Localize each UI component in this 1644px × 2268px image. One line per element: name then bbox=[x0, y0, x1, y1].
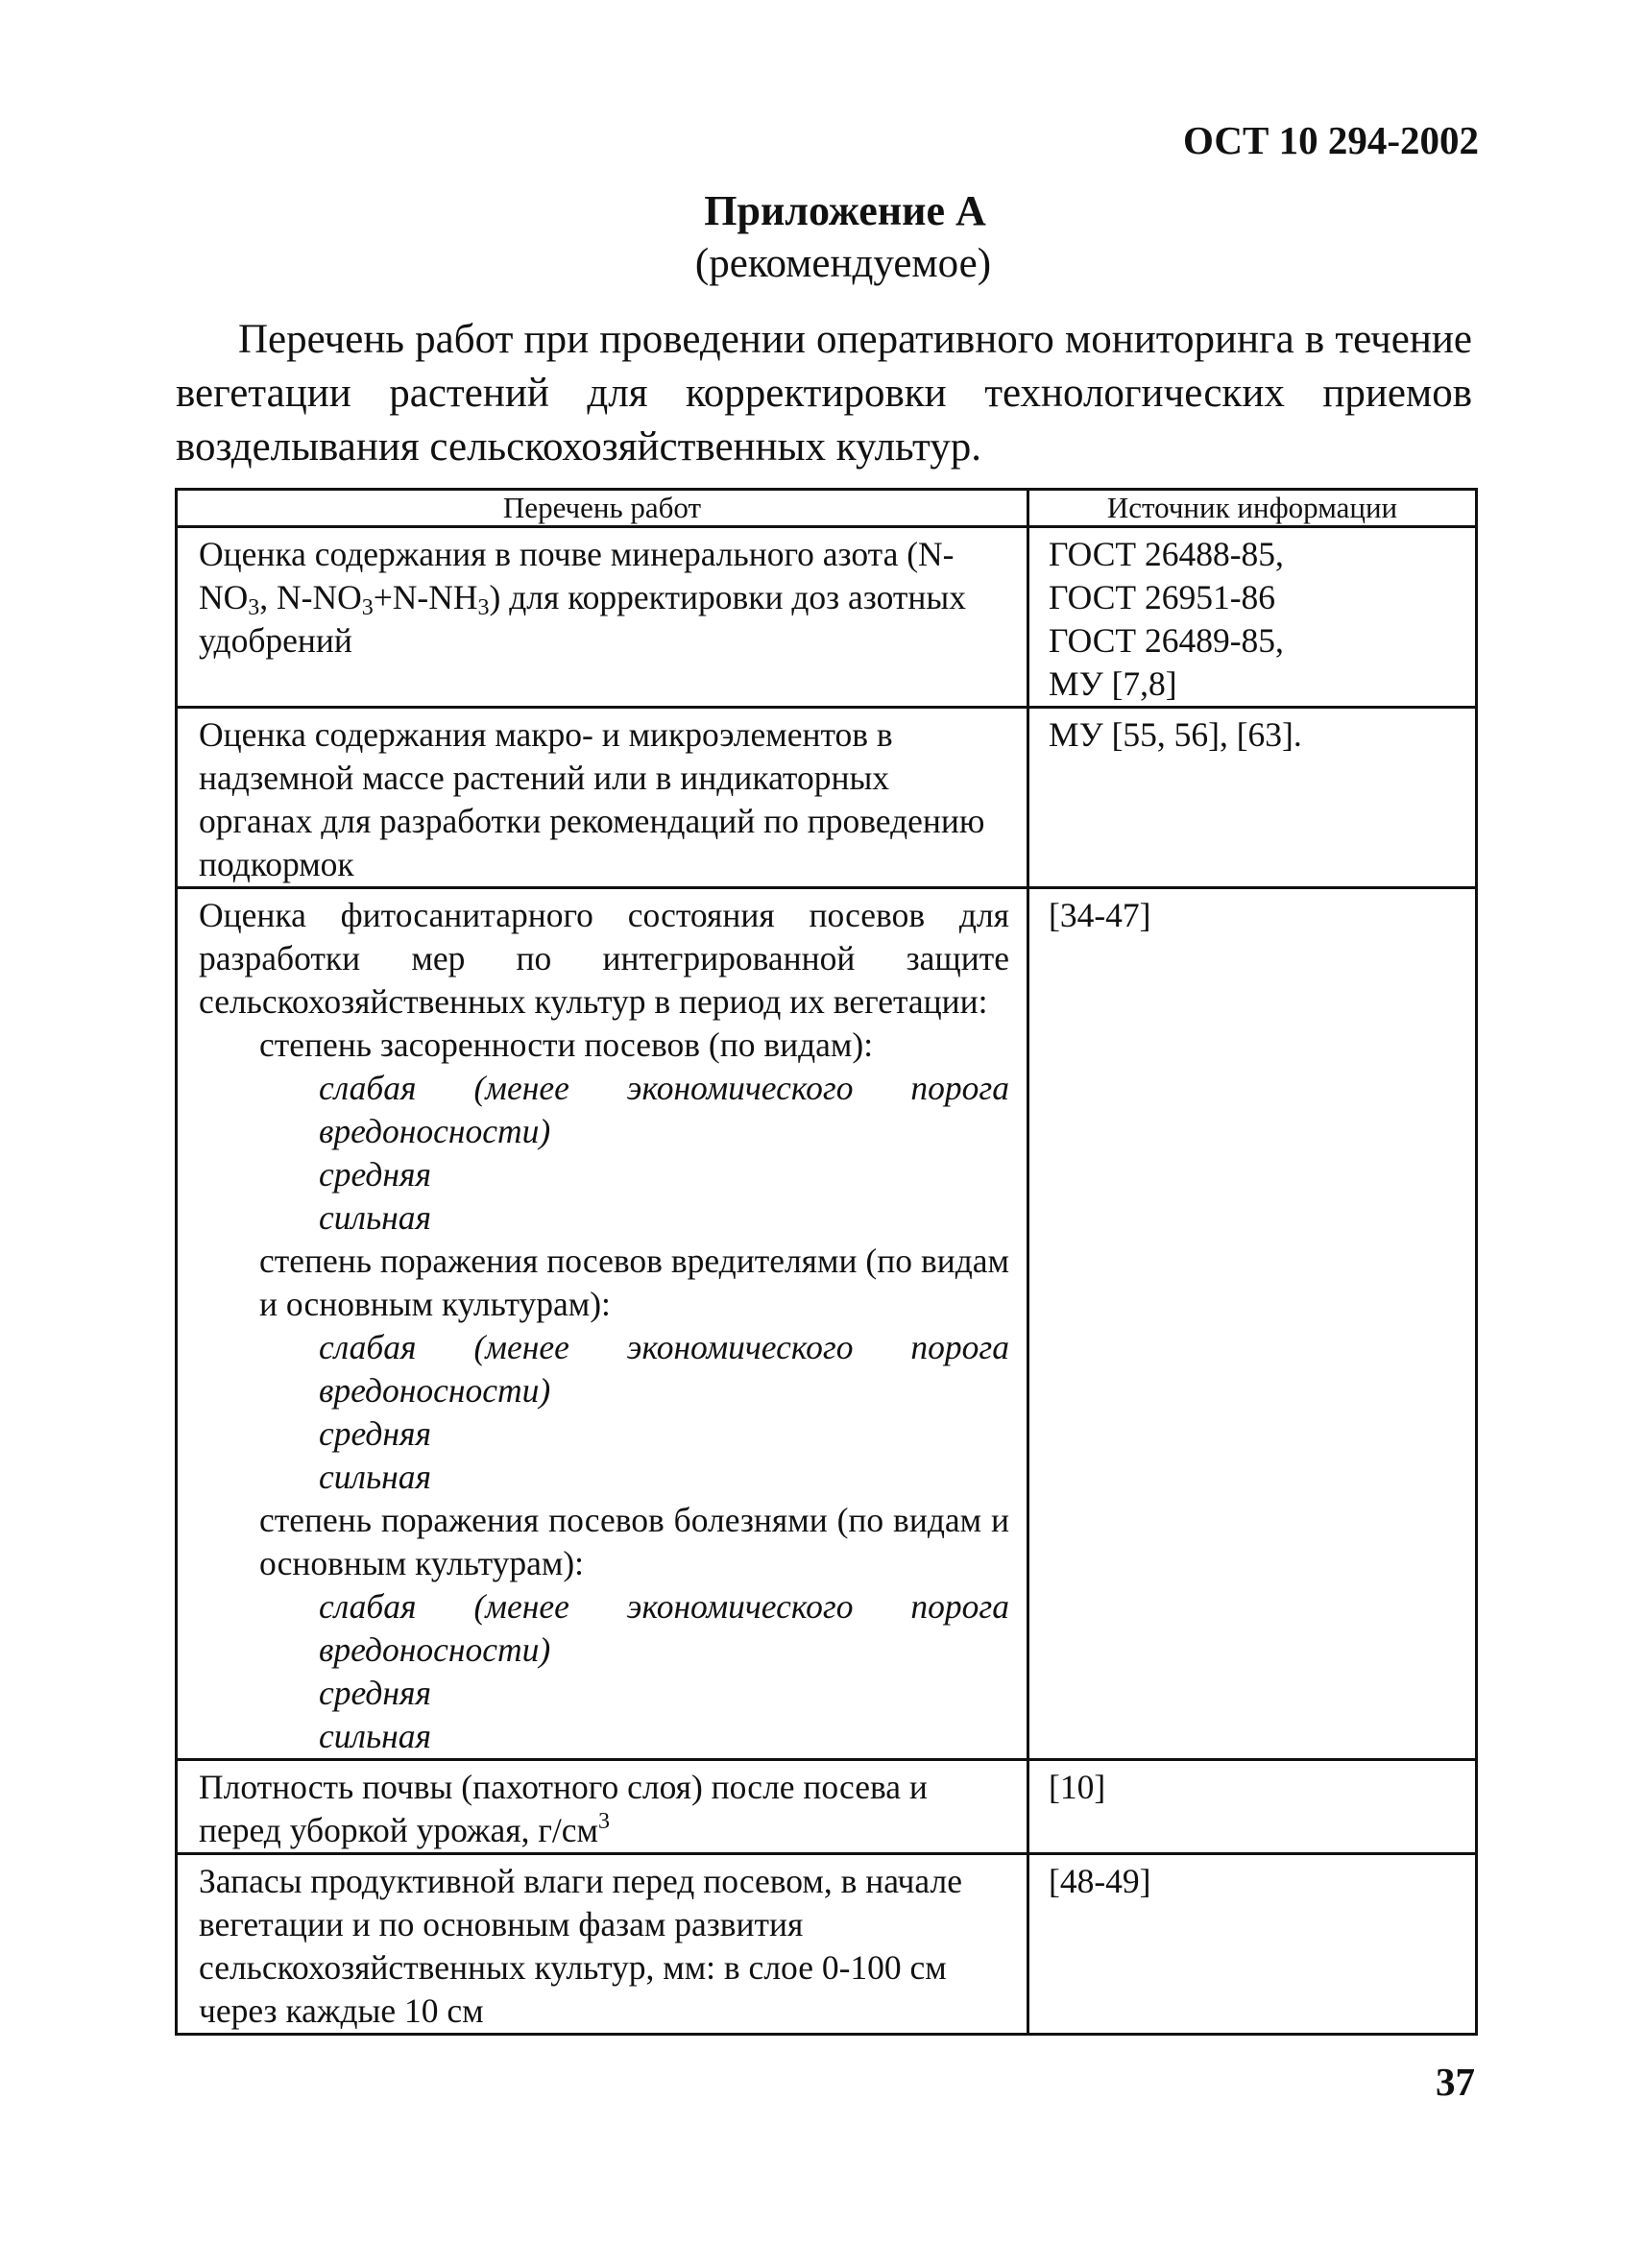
source-cell bbox=[1028, 708, 1477, 888]
source-item: ГОСТ 26951-86 bbox=[1049, 578, 1276, 616]
work-text: ) для корректировки доз азотных удобрений bbox=[199, 578, 967, 660]
works-table bbox=[175, 488, 1478, 2036]
criterion-label: степень поражения посевов болезнями (по видам и основным культурам): bbox=[259, 1501, 1009, 1582]
work-cell bbox=[177, 1760, 1028, 1854]
table-row bbox=[177, 527, 1477, 708]
source-cell bbox=[1028, 527, 1477, 708]
level-item: средняя bbox=[319, 1155, 431, 1194]
source-item: [34-47] bbox=[1049, 896, 1151, 934]
source-cell bbox=[1028, 1854, 1477, 2035]
table-row bbox=[177, 1854, 1477, 2035]
source-item: МУ [55, 56], [63]. bbox=[1049, 715, 1302, 754]
work-text: Оценка содержания макро- и микроэлементов в надземной массе растений или в индикаторных органах для разработки рекомендаций по проведению подкормок bbox=[199, 715, 985, 883]
work-cell bbox=[177, 708, 1028, 888]
criterion-label: степень засоренности посевов (по видам): bbox=[259, 1025, 874, 1064]
source-item: [48-49] bbox=[1049, 1862, 1151, 1900]
level-item: сильная bbox=[319, 1198, 432, 1237]
appendix-subtitle: (рекомендуемое) bbox=[694, 241, 992, 286]
work-text: , N-NO bbox=[259, 578, 362, 616]
level-item: сильная bbox=[319, 1458, 432, 1496]
work-text: +N-NH bbox=[373, 578, 478, 616]
criterion-label: степень поражения посевов вредителями (по видам и основным культурам): bbox=[259, 1242, 1009, 1323]
source-item: ГОСТ 26488-85, bbox=[1049, 535, 1284, 573]
work-cell bbox=[177, 888, 1028, 1760]
source-cell bbox=[1028, 888, 1477, 1760]
level-item: слабая (менее экономического порога вредоносности) bbox=[319, 1587, 1009, 1669]
subscript: 3 bbox=[361, 595, 374, 620]
source-cell bbox=[1028, 1760, 1477, 1854]
subscript: 3 bbox=[477, 595, 490, 620]
level-item: средняя bbox=[319, 1674, 431, 1712]
work-text: Оценка фитосанитарного состояния посевов для разработки мер по интегрированной защите сельскохозяйственных культур в период их вегетации: bbox=[199, 896, 1009, 1021]
superscript: 3 bbox=[598, 1809, 611, 1834]
header-source: Источник информации bbox=[1028, 490, 1477, 527]
work-text: Запасы продуктивной влаги перед посевом, в начале вегетации и по основным фазам развития сельскохозяйственных культур, мм: в слое 0-100 см через каждые 10 см bbox=[199, 1862, 962, 2030]
appendix-title: Приложение А bbox=[704, 187, 986, 234]
table-header-row bbox=[177, 490, 1477, 527]
source-item: МУ [7,8] bbox=[1049, 664, 1177, 703]
intro-paragraph: Перечень работ при проведении оперативного мониторинга в течение вегетации растений для корректировки технологических приемов возделывания сельскохозяйственных культур. bbox=[176, 317, 1472, 470]
table-row bbox=[177, 888, 1477, 1760]
level-item: слабая (менее экономического порога вредоносности) bbox=[319, 1069, 1009, 1150]
document-code: ОСТ 10 294-2002 bbox=[1182, 118, 1479, 162]
level-item: слабая (менее экономического порога вредоносности) bbox=[319, 1328, 1009, 1410]
source-item: [10] bbox=[1049, 1768, 1106, 1806]
level-item: сильная bbox=[319, 1717, 432, 1755]
subscript: 3 bbox=[248, 595, 260, 620]
work-text: Оценка содержания в почве минерального азота (N-NO bbox=[199, 535, 955, 616]
page-number: 37 bbox=[1436, 2060, 1475, 2104]
level-item: средняя bbox=[319, 1414, 431, 1453]
table-row bbox=[177, 708, 1477, 888]
work-cell bbox=[177, 527, 1028, 708]
source-item: ГОСТ 26489-85, bbox=[1049, 621, 1284, 660]
table-row bbox=[177, 1760, 1477, 1854]
header-works: Перечень работ bbox=[177, 490, 1028, 527]
work-cell bbox=[177, 1854, 1028, 2035]
work-text: Плотность почвы (пахотного слоя) после посева и перед уборкой урожая, г/см bbox=[199, 1768, 928, 1849]
